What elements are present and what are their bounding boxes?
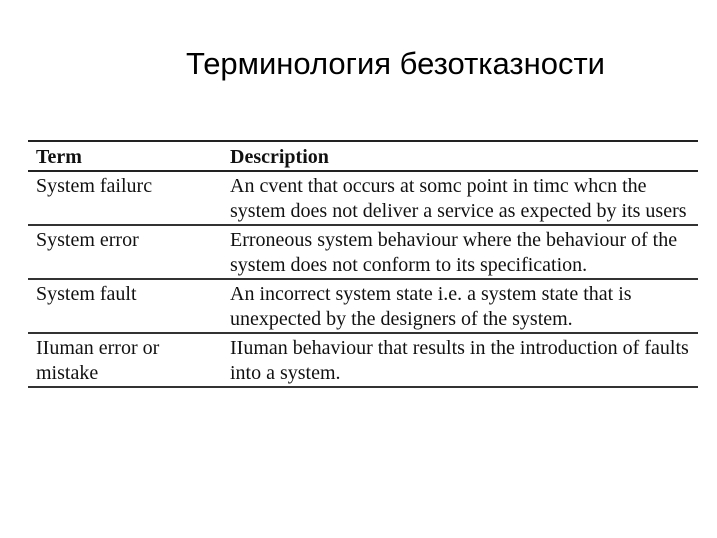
description-cell: An incorrect system state i.e. a system state that is unexpected by the designers of the system.	[230, 283, 632, 330]
slide-title: Терминология безотказности	[186, 46, 605, 81]
term-cell: IIuman error or mistake	[36, 337, 160, 384]
description-cell: Erroneous system behaviour where the behaviour of the system does not conform to its specification.	[230, 229, 678, 276]
terms-table	[28, 140, 698, 388]
terminology-table	[28, 140, 698, 388]
table-row	[28, 333, 698, 387]
description-cell: An cvent that occurs at somc point in timc whcn the system does not deliver a service as expected by its users	[230, 175, 687, 222]
table-header-row	[28, 141, 698, 171]
header-description: Description	[230, 146, 329, 168]
table-row	[28, 225, 698, 279]
table-row	[28, 171, 698, 225]
description-cell: IIuman behaviour that results in the introduction of faults into a system.	[230, 337, 689, 384]
term-cell: System failurc	[36, 175, 153, 197]
term-cell: System error	[36, 229, 139, 251]
term-cell: System fault	[36, 283, 137, 305]
header-term: Term	[36, 146, 82, 168]
table-row	[28, 279, 698, 333]
